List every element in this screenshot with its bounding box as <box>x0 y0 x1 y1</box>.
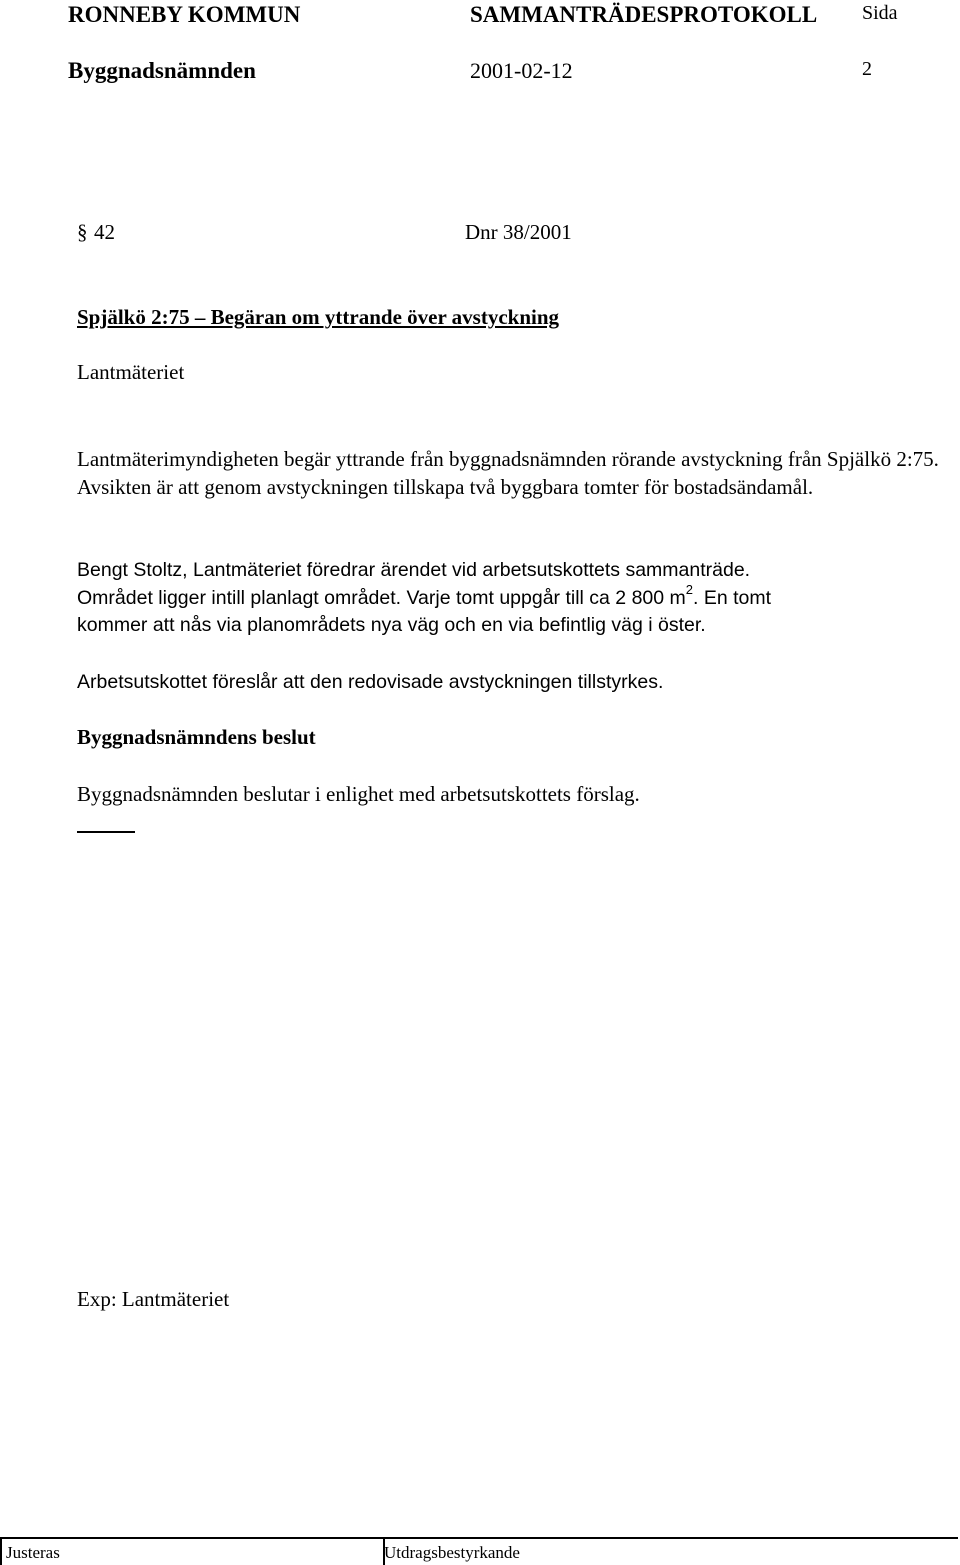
dnr: Dnr 38/2001 <box>465 220 572 244</box>
document-type: SAMMANTRÄDESPROTOKOLL <box>470 2 818 27</box>
signature-rule <box>77 831 135 833</box>
decision-text: Byggnadsnämnden beslutar i enlighet med arbetsutskottets förslag. <box>77 782 640 806</box>
footer-justeras: Justeras <box>6 1543 60 1562</box>
superscript-two: 2 <box>685 582 693 597</box>
presentation-line-2-end: . En tomt <box>693 586 772 609</box>
presentation-line-2-text: Området ligger intill planlagt området. Varje tomt uppgår till ca 2 800 m <box>77 586 686 609</box>
presentation-line-1: Bengt Stoltz, Lantmäteriet föredrar ärendet vid arbetsutskottets sammanträde. <box>77 559 751 581</box>
footer-divider-left <box>0 1537 2 1565</box>
paragraph-proposal <box>77 669 947 697</box>
footer-rule <box>0 1537 958 1539</box>
page-number: 2 <box>862 58 872 80</box>
item-title: Spjälkö 2:75 – Begäran om yttrande över avstyckning <box>77 305 560 329</box>
page-label: Sida <box>862 2 898 24</box>
paragraph-presentation <box>77 557 947 640</box>
proposal-text: Arbetsutskottet föreslår att den redovisade avstyckningen tillstyrkes. <box>77 671 664 693</box>
item-source: Lantmäteriet <box>77 360 185 384</box>
request-text: Lantmäterimyndigheten begär yttrande från byggnadsnämnden rörande avstyckning från Spjälkö 2:75. Avsikten är att genom avstyckningen tillskapa två byggbara tomter för bostadsändamål. <box>77 447 939 499</box>
footer-utdragsbestyrkande: Utdragsbestyrkande <box>384 1543 520 1562</box>
item-number: 42 <box>94 220 115 244</box>
distribution: Exp: Lantmäteriet <box>77 1287 230 1311</box>
paragraph-sign: § <box>77 220 88 244</box>
committee-name: Byggnadsnämnden <box>68 58 256 83</box>
presentation-line-3: kommer att nås via planområdets nya väg och en via befintlig väg i öster. <box>77 614 706 636</box>
organization-name: RONNEBY KOMMUN <box>68 2 301 27</box>
decision-heading: Byggnadsnämndens beslut <box>77 725 316 749</box>
paragraph-request <box>77 446 945 501</box>
presentation-line-2 <box>77 582 947 613</box>
meeting-date: 2001-02-12 <box>470 58 573 83</box>
